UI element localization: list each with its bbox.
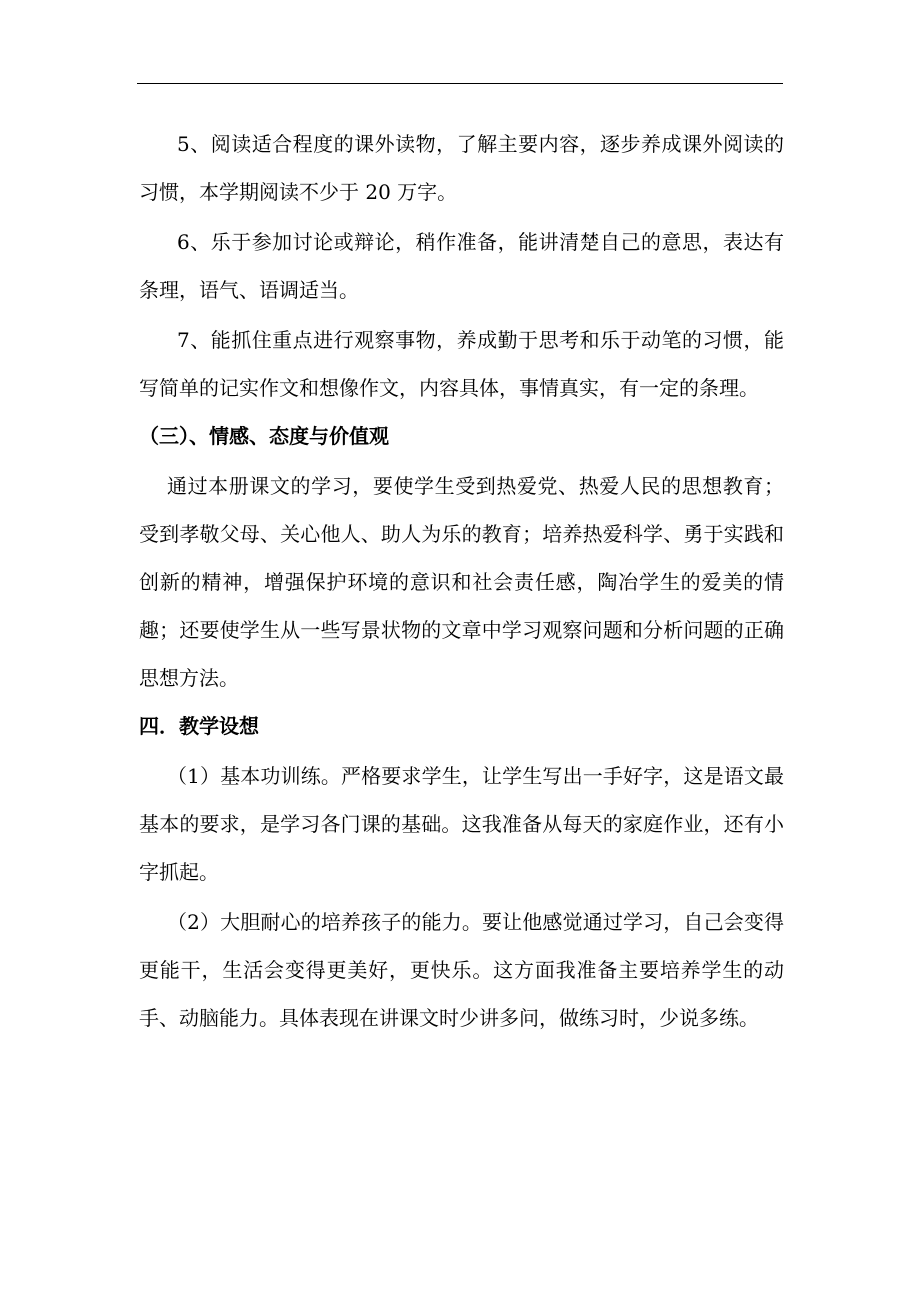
section-heading-emotion: （三）、情感、态度与价值观 (139, 424, 389, 448)
paragraph-idea-2: （2）大胆耐心的培养孩子的能力。要让他感觉通过学习，自己会变得更能干，生活会变得更美好，更快乐。这方面我准备主要培养学生的动手、动脑能力。具体表现在讲课文时少讲多问，做练习时，少说多练。 (139, 910, 784, 1030)
paragraph-emotion: 通过本册课文的学习，要使学生受到热爱党、热爱人民的思想教育；受到孝敬父母、关心他人、助人为乐的教育；培养热爱科学、勇于实践和创新的精神，增强保护环境的意识和社会责任感，陶冶学生的爱美的情趣；还要使学生从一些写景状物的文章中学习观察问题和分析问题的正确思想方法。 (139, 474, 784, 690)
paragraph-item-5: 5、阅读适合程度的课外读物，了解主要内容，逐步养成课外阅读的习惯，本学期阅读不少于 20 万字。 (139, 132, 784, 204)
section-heading-teaching: 四．教学设想 (139, 714, 259, 738)
document-body (139, 120, 784, 1042)
paragraph-item-7: 7、能抓住重点进行观察事物，养成勤于思考和乐于动笔的习惯，能写简单的记实作文和想像作文，内容具体，事情真实，有一定的条理。 (139, 328, 784, 400)
paragraph-idea-1: （1）基本功训练。严格要求学生，让学生写出一手好字，这是语文最基本的要求，是学习各门课的基础。这我准备从每天的家庭作业，还有小字抓起。 (139, 764, 784, 884)
paragraph-item-6: 6、乐于参加讨论或辩论，稍作准备，能讲清楚自己的意思，表达有条理，语气、语调适当。 (139, 230, 784, 302)
header-rule (137, 83, 783, 84)
